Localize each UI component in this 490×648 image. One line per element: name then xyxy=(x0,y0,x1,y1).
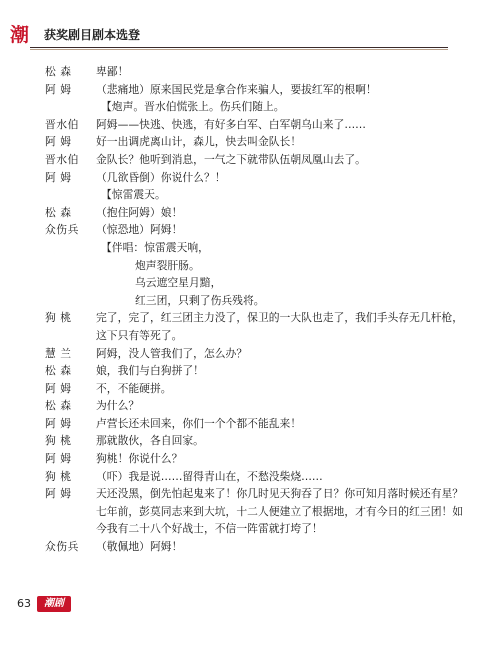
stage-direction xyxy=(45,292,465,310)
line-text: 阿姆——快逃、快逃，有好多白军、白军朝乌山来了…… xyxy=(96,117,366,131)
dialogue-line xyxy=(45,538,465,556)
header-rule-secondary xyxy=(30,49,448,50)
speaker-name: 众伤兵 xyxy=(45,223,79,237)
stage-direction xyxy=(45,257,465,275)
line-text: 阿姆，没人管我们了，怎么办？ xyxy=(96,346,248,360)
line-text: （抱住阿姆）娘！ xyxy=(96,205,183,219)
footer-logo: 潮剧 xyxy=(37,596,71,612)
line-text: 卑鄙！ xyxy=(96,65,129,78)
dialogue-line xyxy=(45,81,465,99)
line-text: 【炮声。晋水伯慌张上。伤兵们随上。 xyxy=(101,100,285,114)
speaker-name: 晋水伯 xyxy=(45,152,79,166)
line-text: 炮声裂肝肠。 xyxy=(135,258,200,272)
dialogue-line xyxy=(45,432,465,450)
speaker-name: 阿 姆 xyxy=(45,135,72,149)
dialogue-line xyxy=(45,345,465,363)
script-body xyxy=(45,63,465,556)
dialogue-line xyxy=(45,485,465,538)
line-text: 为什么？ xyxy=(96,399,140,413)
line-text: （几欲昏倒）你说什么？！ xyxy=(96,170,226,184)
line-text: 不，不能硬拼。 xyxy=(96,381,172,395)
line-text: （悲痛地）原来国民党是拿合作来骗人，要拔红军的根啊！ xyxy=(96,82,377,96)
speaker-name: 阿 姆 xyxy=(45,452,72,466)
stage-direction xyxy=(45,186,465,204)
dialogue-line xyxy=(45,151,465,169)
line-text: 那就散伙，各自回家。 xyxy=(96,434,204,448)
dialogue-line xyxy=(45,415,465,433)
page-number: 63 xyxy=(17,597,31,610)
speaker-name: 阿 姆 xyxy=(45,416,72,430)
speaker-name: 狗 桃 xyxy=(45,434,72,448)
line-text: 娘，我们与白狗拼了！ xyxy=(96,364,204,378)
dialogue-line xyxy=(45,169,465,187)
stage-direction xyxy=(45,274,465,292)
line-text: （敬佩地）阿姆！ xyxy=(96,540,183,554)
line-text: 好一出调虎离山计，森儿，快去叫金队长！ xyxy=(96,135,302,149)
stage-direction xyxy=(45,98,465,116)
line-text: 完了，完了，红三团主力没了，保卫的一大队也走了，我们手头存无几杆枪，这下只有等死了。 xyxy=(96,311,464,342)
header-rule xyxy=(30,47,448,48)
line-text: 卢营长还未回来，你们一个个都不能乱来！ xyxy=(96,416,302,430)
dialogue-line xyxy=(45,397,465,415)
speaker-name: 松 森 xyxy=(45,364,72,378)
speaker-name: 狗 桃 xyxy=(45,311,72,325)
line-text: 狗桃！你说什么？ xyxy=(96,452,183,466)
speaker-name: 阿 姆 xyxy=(45,487,72,501)
line-text: 天还没黑，倒先怕起鬼来了！你几时见天狗吞了日？你可知月落时候还有星？七年前，彭莫同志来到大坑，十二人便建立了根据地，才有今日的红三团！如今我有二十八个好战士，不信一阵雷就打垮了！ xyxy=(96,487,464,536)
speaker-name: 松 森 xyxy=(45,205,72,219)
dialogue-line xyxy=(45,309,465,344)
speaker-name: 松 森 xyxy=(45,65,72,78)
dialogue-line xyxy=(45,116,465,134)
speaker-name: 阿 姆 xyxy=(45,82,72,96)
line-text: 乌云遮空星月黯， xyxy=(135,276,222,290)
magazine-logo: 潮 xyxy=(10,24,30,46)
dialogue-line xyxy=(45,380,465,398)
dialogue-line xyxy=(45,133,465,151)
dialogue-line xyxy=(45,221,465,239)
speaker-name: 晋水伯 xyxy=(45,117,79,131)
speaker-name: 松 森 xyxy=(45,399,72,413)
speaker-name: 众伤兵 xyxy=(45,540,79,554)
line-text: 【惊雷震天。 xyxy=(101,188,166,202)
dialogue-line xyxy=(45,450,465,468)
dialogue-line xyxy=(45,63,465,81)
section-title: 获奖剧目剧本选登 xyxy=(44,28,141,42)
dialogue-line xyxy=(45,362,465,380)
line-text: 红三团，只剩了伤兵残将。 xyxy=(135,293,265,307)
line-text: 金队长？他听到消息，一气之下就带队伍朝凤凰山去了。 xyxy=(96,152,366,166)
page-header xyxy=(10,22,446,50)
speaker-name: 阿 姆 xyxy=(45,381,72,395)
line-text: （吓）我是说……留得青山在，不愁没柴烧…… xyxy=(96,469,323,483)
speaker-name: 狗 桃 xyxy=(45,469,72,483)
line-text: （惊恐地）阿姆！ xyxy=(96,223,183,237)
speaker-name: 慧 兰 xyxy=(45,346,72,360)
dialogue-line xyxy=(45,468,465,486)
stage-direction xyxy=(45,239,465,257)
line-text: 【伴唱：惊雷震天响， xyxy=(101,240,209,254)
dialogue-line xyxy=(45,204,465,222)
speaker-name: 阿 姆 xyxy=(45,170,72,184)
